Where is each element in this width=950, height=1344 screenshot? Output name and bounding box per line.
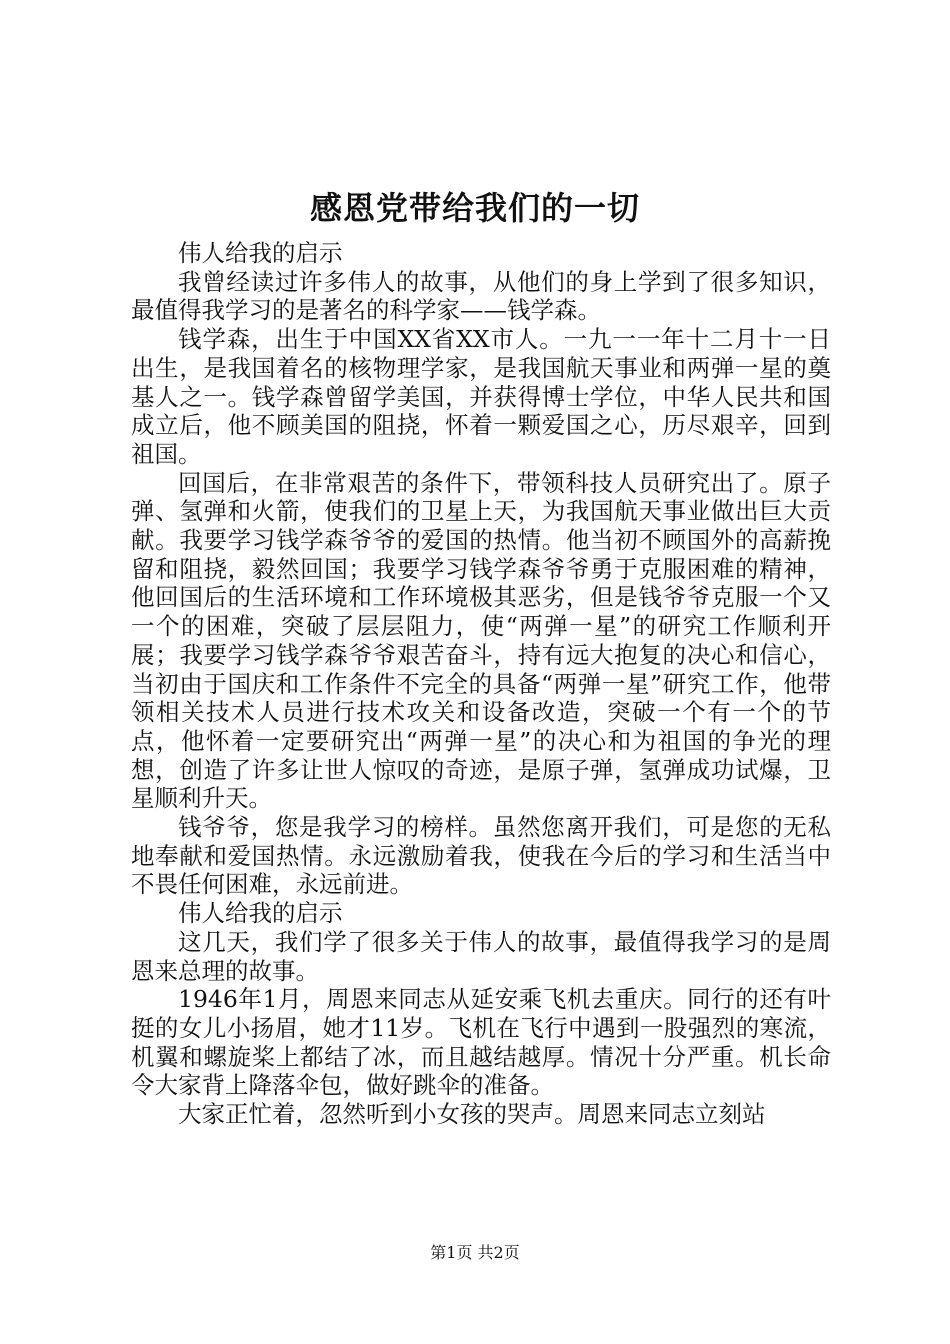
document-title: 感恩党带给我们的一切 [309,189,640,227]
document-body [131,239,831,1129]
paragraph: 钱学森，出生于中国XX省XX市人。一九一一年十二月十一日出生，是我国着名的核物理学家，是我国航天事业和两弹一星的奠基人之一。钱学森曾留学美国，并获得博士学位，中华人民共和国成立后，他不顾美国的阻挠，怀着一颗爱国之心，历尽艰辛，回到祖国。 [131,325,831,468]
page-footer: 第1页 共2页 [430,1243,520,1262]
paragraph: 回国后，在非常艰苦的条件下，带领科技人员研究出了。原子弹、氢弹和火箭，使我们的卫星上天，为我国航天事业做出巨大贡献。我要学习钱学森爷爷的爱国的热情。他当初不顾国外的高薪挽留和阻挠，毅然回国；我要学习钱学森爷爷勇于克服困难的精神，他回国后的生活环境和工作环境极其恶劣，但是钱爷爷克服一个又一个的困难，突破了层层阻力，使“两弹一星”的研究工作顺利开展；我要学习钱学森爷爷艰苦奋斗，持有远大抱复的决心和信心，当初由于国庆和工作条件不完全的具备“两弹一星”研究工作，他带领相关技术人员进行技术攻关和设备改造，突破一个有一个的节点，他怀着一定要研究出“两弹一星”的决心和为祖国的争光的理想，创造了许多让世人惊叹的奇迹，是原子弹，氢弹成功试爆，卫星顺利升天。 [131,468,831,813]
paragraph: 大家正忙着，忽然听到小女孩的哭声。周恩来同志立刻站 [178,1100,766,1129]
paragraph: 这几天，我们学了很多关于伟人的故事，最值得我学习的是周恩来总理的故事。 [131,927,831,985]
paragraph-heading-2: 伟人给我的启示 [178,899,343,928]
paragraph: 1946年1月，周恩来同志从延安乘飞机去重庆。同行的还有叶挺的女儿小扬眉，她才11岁。飞机在飞行中遇到一股强烈的寒流，机翼和螺旋桨上都结了冰，而且越结越厚。情况十分严重。机长命令大家背上降落伞包，做好跳伞的准备。 [131,985,831,1100]
paragraph-heading-1: 伟人给我的启示 [178,239,343,267]
paragraph: 钱爷爷，您是我学习的榜样。虽然您离开我们，可是您的无私地奉献和爱国热情。永远激励着我，使我在今后的学习和生活当中不畏任何困难，永远前进。 [131,813,831,899]
paragraph: 我曾经读过许多伟人的故事，从他们的身上学到了很多知识，最值得我学习的是著名的科学家——钱学森。 [131,267,831,325]
